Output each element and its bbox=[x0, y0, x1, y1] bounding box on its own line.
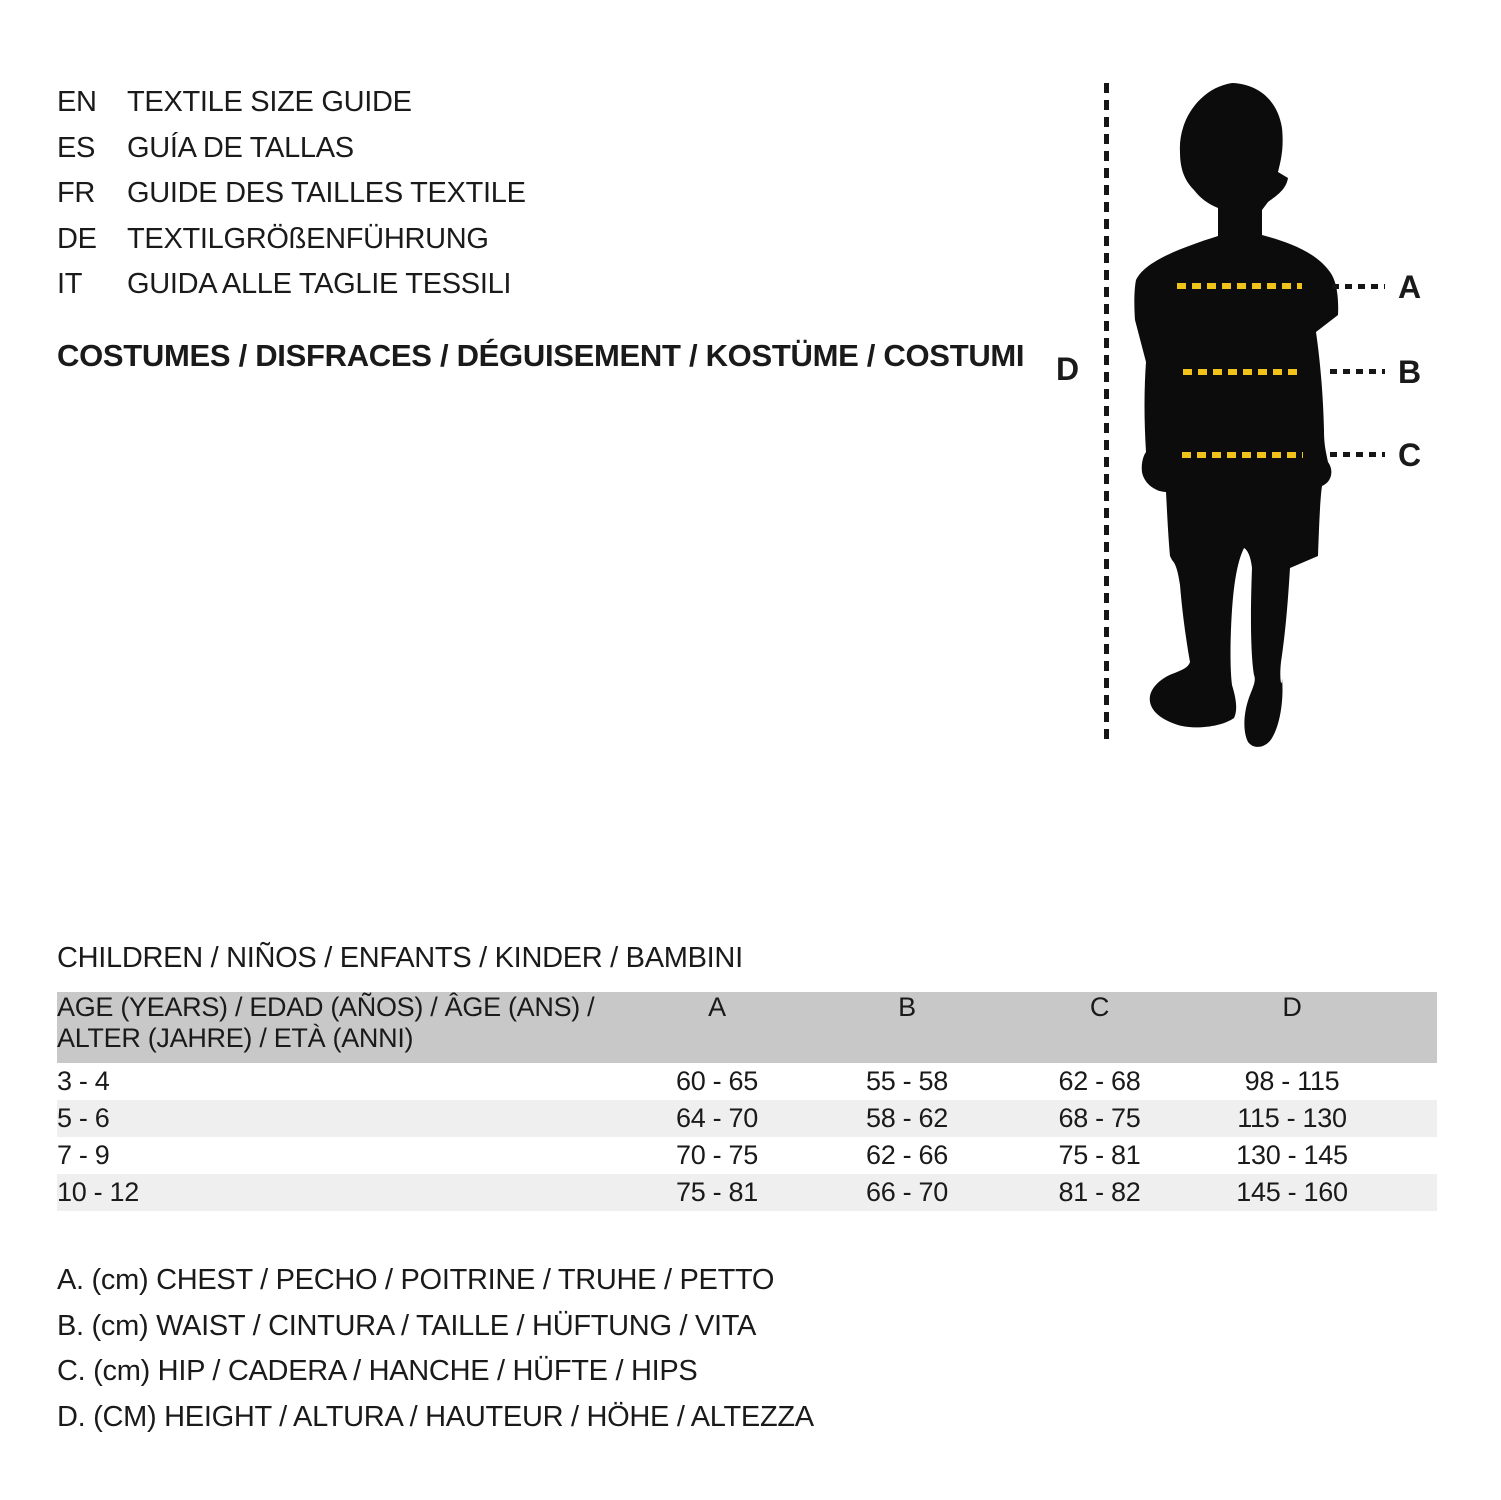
column-header-d: D bbox=[1282, 992, 1302, 1022]
spacer-cell bbox=[1387, 1100, 1437, 1137]
language-title: TEXTILE SIZE GUIDE bbox=[127, 86, 412, 119]
list-item bbox=[57, 262, 526, 308]
waist-value-cell: 62 - 66 bbox=[866, 1140, 948, 1170]
figure-label-c: C bbox=[1398, 437, 1421, 473]
language-list bbox=[57, 80, 526, 308]
list-item bbox=[57, 171, 526, 217]
hip-measure-dash-line bbox=[1182, 452, 1303, 458]
hip-value-cell: 75 - 81 bbox=[1058, 1140, 1141, 1170]
chest-value-cell: 64 - 70 bbox=[676, 1103, 758, 1133]
table-header-row bbox=[57, 992, 1437, 1063]
height-value-cell: 98 - 115 bbox=[1244, 1066, 1340, 1096]
child-silhouette-image bbox=[1120, 80, 1400, 750]
table-row bbox=[57, 1137, 1437, 1174]
chest-value-cell: 70 - 75 bbox=[676, 1140, 758, 1170]
table-row bbox=[57, 1063, 1437, 1100]
language-title: TEXTILGRÖßENFÜHRUNG bbox=[127, 222, 489, 255]
legend-waist: B. (cm) WAIST / CINTURA / TAILLE / HÜFTUNG / VITA bbox=[57, 1309, 757, 1342]
legend-chest: A. (cm) CHEST / PECHO / POITRINE / TRUHE / PETTO bbox=[57, 1264, 775, 1297]
list-item bbox=[57, 80, 526, 126]
height-value-cell: 130 - 145 bbox=[1236, 1140, 1348, 1170]
legend-height: D. (CM) HEIGHT / ALTURA / HAUTEUR / HÖHE / ALTEZZA bbox=[57, 1400, 814, 1433]
language-title: GUIDE DES TAILLES TEXTILE bbox=[127, 177, 526, 210]
figure-label-d: D bbox=[1056, 351, 1079, 387]
height-measure-dotted-line bbox=[1104, 83, 1109, 742]
table-row bbox=[57, 1100, 1437, 1137]
language-code: EN bbox=[57, 86, 97, 119]
age-column-header bbox=[57, 992, 622, 1063]
figure-label-a: A bbox=[1398, 269, 1421, 305]
chest-value-cell: 75 - 81 bbox=[676, 1177, 758, 1207]
age-cell: 3 - 4 bbox=[57, 1066, 110, 1096]
figure-label-b: B bbox=[1398, 354, 1421, 390]
hip-connector-dotted-line bbox=[1330, 452, 1385, 457]
column-header-a: A bbox=[708, 992, 726, 1022]
height-value-cell: 145 - 160 bbox=[1236, 1177, 1348, 1207]
measurement-legend bbox=[57, 1258, 814, 1440]
column-header-c: C bbox=[1089, 992, 1110, 1022]
category-title: COSTUMES / DISFRACES / DÉGUISEMENT / KOSTÜME / COSTUMI bbox=[57, 338, 1025, 373]
height-value-cell: 115 - 130 bbox=[1237, 1103, 1347, 1133]
spacer-cell bbox=[1387, 1174, 1437, 1211]
language-title: GUÍA DE TALLAS bbox=[127, 131, 354, 164]
language-title: GUIDA ALLE TAGLIE TESSILI bbox=[127, 268, 512, 301]
list-item bbox=[57, 217, 526, 263]
column-header-b: B bbox=[898, 992, 916, 1022]
language-code: DE bbox=[57, 222, 97, 255]
language-code: IT bbox=[57, 268, 83, 301]
list-item bbox=[57, 126, 526, 172]
waist-measure-dash-line bbox=[1183, 369, 1297, 375]
waist-value-cell: 58 - 62 bbox=[866, 1103, 948, 1133]
spacer-cell bbox=[1387, 1137, 1437, 1174]
waist-value-cell: 55 - 58 bbox=[866, 1066, 948, 1096]
table-title: CHILDREN / NIÑOS / ENFANTS / KINDER / BAMBINI bbox=[57, 942, 743, 974]
age-cell: 5 - 6 bbox=[57, 1103, 110, 1133]
chest-connector-dotted-line bbox=[1332, 284, 1385, 289]
age-header-line2: ALTER (JAHRE) / ETÀ (ANNI) bbox=[57, 1023, 414, 1053]
language-code: FR bbox=[57, 177, 96, 210]
spacer-cell bbox=[1387, 1063, 1437, 1100]
chest-value-cell: 60 - 65 bbox=[676, 1066, 758, 1096]
age-cell: 10 - 12 bbox=[57, 1177, 139, 1207]
size-table bbox=[57, 992, 1437, 1211]
age-header-line1: AGE (YEARS) / EDAD (AÑOS) / ÂGE (ANS) / bbox=[57, 992, 595, 1022]
table-row bbox=[57, 1174, 1437, 1211]
hip-value-cell: 62 - 68 bbox=[1058, 1066, 1141, 1096]
spacer-column-header bbox=[1387, 992, 1437, 1063]
waist-value-cell: 66 - 70 bbox=[866, 1177, 948, 1207]
age-cell: 7 - 9 bbox=[57, 1140, 110, 1170]
legend-hip: C. (cm) HIP / CADERA / HANCHE / HÜFTE / HIPS bbox=[57, 1355, 698, 1388]
chest-measure-dash-line bbox=[1177, 283, 1302, 289]
hip-value-cell: 81 - 82 bbox=[1058, 1177, 1141, 1207]
waist-connector-dotted-line bbox=[1330, 369, 1385, 374]
language-code: ES bbox=[57, 131, 96, 164]
hip-value-cell: 68 - 75 bbox=[1058, 1103, 1141, 1133]
